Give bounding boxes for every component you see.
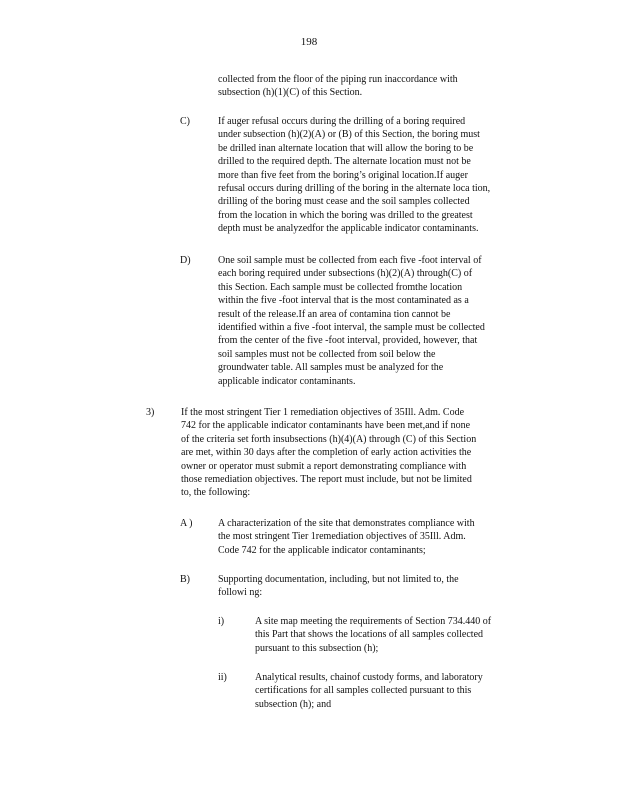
text-line: to, the following: [181,487,251,499]
text-line: subsection (h)(1)(C) of this Section. [218,87,363,99]
text-line: subsection (h); and [255,698,332,710]
text-line: collected from the floor of the piping run inaccordance with [218,74,458,85]
item-3b-label: B) [180,574,190,585]
text-line: depth must be analyzedfor the applicable indicator contaminants. [218,223,479,235]
item-3b-i-text [255,615,491,655]
item-d-text [218,254,485,388]
text-line: 742 for the applicable indicator contaminants have been met,and if none [181,420,471,432]
text-line: soil samples must not be collected from soil below the [218,348,436,360]
text-line: A site map meeting the requirements of Section 734.440 of [255,616,492,627]
text-line: pursuant to this subsection (h); [255,642,379,654]
item-3a-label: A ) [180,518,193,529]
text-line: applicable indicator contaminants. [218,375,356,387]
text-line: identified within a five -foot interval, the sample must be collected [218,321,485,333]
item-3b-ii-text [255,671,483,711]
text-line: from the center of the five -foot interval, provided, however, that [218,335,478,347]
text-line: Code 742 for the applicable indicator contaminants; [218,544,426,556]
item-c-text [218,115,490,236]
item-3-label: 3) [146,407,155,418]
text-line: are met, within 30 days after the completion of early action activities the [181,447,472,459]
item-3b-i-label: i) [218,616,225,627]
text-line: Supporting documentation, including, but not limited to, the [218,574,459,585]
text-line: refusal occurs during drilling of the boring in the alternate loca tion, [218,182,491,194]
text-line: groundwater table. All samples must be analyzed for the [218,362,444,374]
text-line: drilling of the boring must cease and the soil samples collected [218,196,470,208]
text-line: under subsection (h)(2)(A) or (B) of this Section, the boring must [218,129,480,141]
text-line: more than five feet from the boring’s original location.If auger [218,169,468,181]
text-line: this Section. Each sample must be collected fromthe location [218,281,463,293]
text-line: If the most stringent Tier 1 remediation objectives of 35Ill. Adm. Code [181,407,465,418]
text-line: be drilled inan alternate location that will allow the boring to be [218,142,474,154]
text-line: A characterization of the site that demonstrates compliance with [218,518,475,529]
text-line: Analytical results, chainof custody forms, and laboratory [255,672,483,683]
item-3-text [181,406,476,500]
page-number: 198 [300,36,318,48]
item-3b-ii-label: ii) [218,672,227,683]
text-line: One soil sample must be collected from each five -foot interval of [218,255,482,266]
text-line: drilled to the required depth. The alternate location must not be [218,156,471,168]
text-line: of the criteria set forth insubsections (h)(4)(A) through (C) of this Section [181,433,477,445]
text-line: the most stringent Tier 1remediation objectives of 35Ill. Adm. [218,531,466,543]
continuation-text [218,73,458,100]
item-3b-text [218,573,459,600]
text-line: certifications for all samples collected pursuant to this [255,685,472,697]
text-line: within the five -foot interval that is the most contaminated as a [218,295,469,307]
item-3a-text [218,517,475,557]
item-c-label: C) [180,116,190,127]
text-line: those remediation objectives. The report must include, but not be limited [181,473,472,485]
item-d-label: D) [180,255,191,266]
text-line: owner or operator must submit a report demonstrating compliance with [181,460,467,472]
text-line: each boring required under subsections (h)(2)(A) through(C) of [218,268,473,280]
text-line: from the location in which the boring was drilled to the greatest [218,209,473,221]
text-line: followi ng: [218,587,263,599]
text-line: If auger refusal occurs during the drilling of a boring required [218,116,466,127]
text-line: result of the release.If an area of contamina tion cannot be [218,308,451,320]
text-line: this Part that shows the locations of all samples collected [255,629,484,641]
